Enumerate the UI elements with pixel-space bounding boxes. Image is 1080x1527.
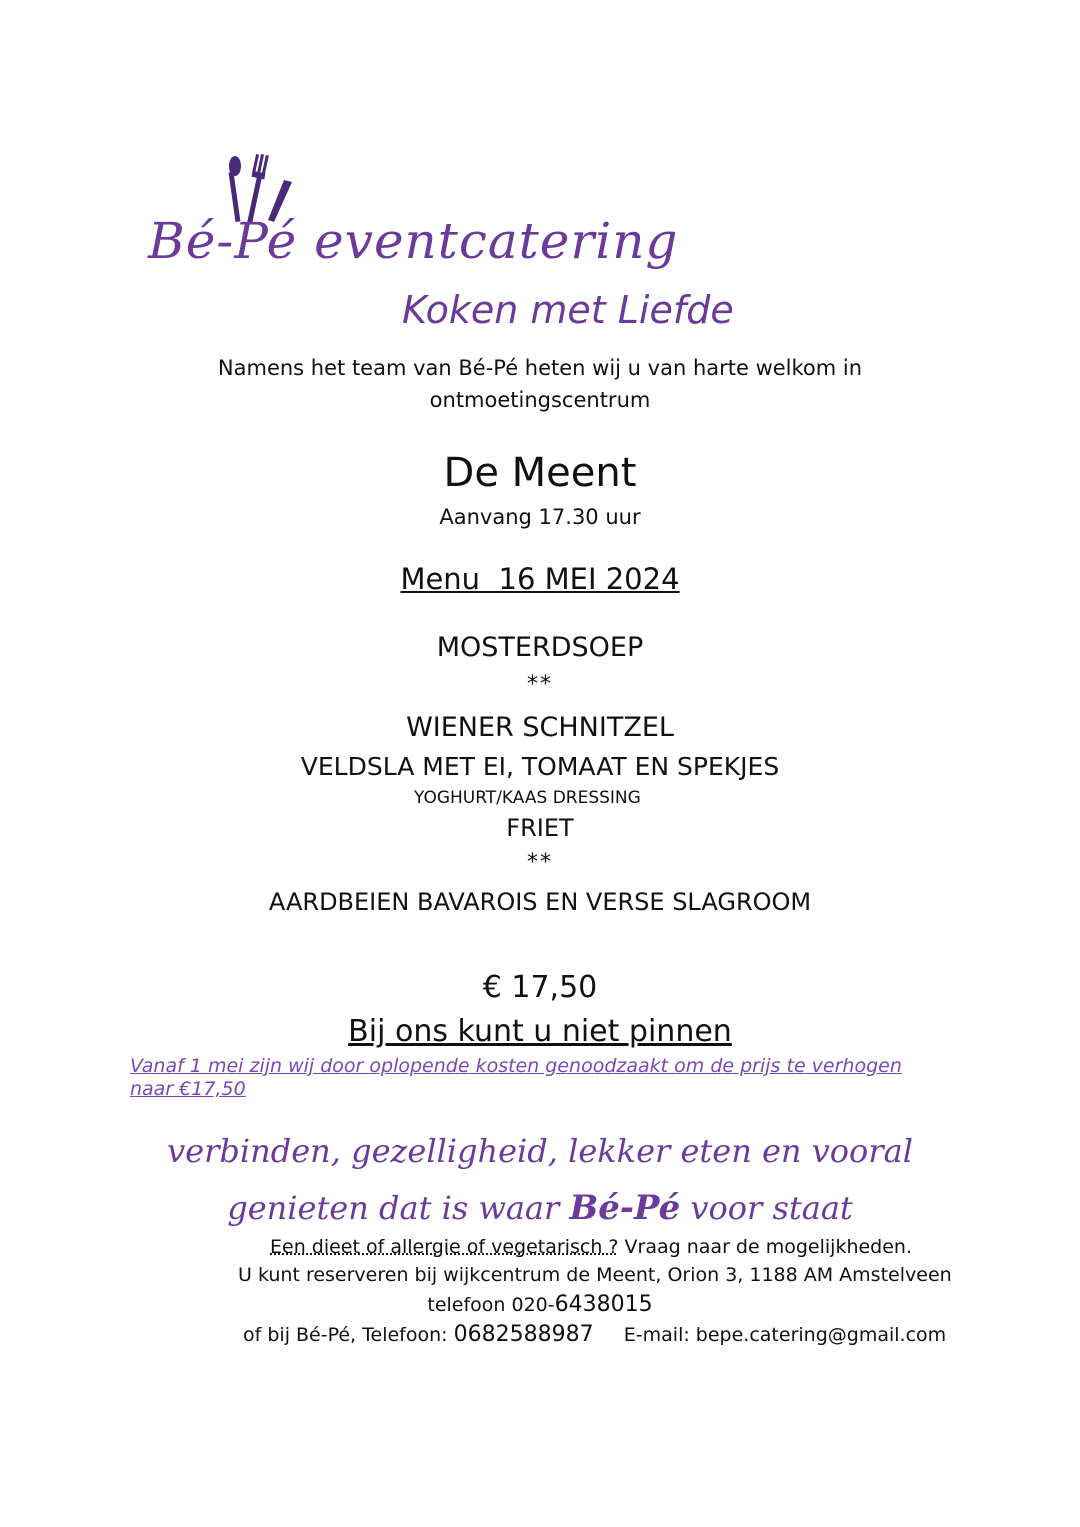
menu-dessert: AARDBEIEN BAVAROIS EN VERSE SLAGROOM <box>268 888 812 916</box>
intro-line-2: ontmoetingscentrum <box>429 388 651 412</box>
slogan-line-2 <box>0 1188 1080 1228</box>
diet-question: Een dieet of allergie of vegetarisch ? <box>270 1236 619 1258</box>
intro-line-1: Namens het team van Bé-Pé heten wij u van harte welkom in <box>217 356 863 380</box>
reservation-info: U kunt reserveren bij wijkcentrum de Meent, Orion 3, 1188 AM Amstelveen <box>238 1264 952 1286</box>
menu-main: WIENER SCHNITZEL <box>406 712 674 743</box>
menu-side: FRIET <box>506 814 574 842</box>
menu-title: Menu 16 MEI 2024 <box>400 562 680 596</box>
contact-label: of bij Bé-Pé, Telefoon: <box>243 1324 454 1346</box>
menu-starter: MOSTERDSOEP <box>436 632 644 663</box>
price-increase-notice: Vanaf 1 mei zijn wij door oplopende kosten genoodzaakt om de prijs te verhogen naar €17,50 <box>130 1055 902 1100</box>
slogan-text: genieten dat is waar <box>227 1189 570 1227</box>
menu-dressing: YOGHURT/KAAS DRESSING <box>414 788 641 808</box>
slogan-text: voor staat <box>680 1189 853 1227</box>
payment-note: Bij ons kunt u niet pinnen <box>348 1014 732 1049</box>
tagline: Koken met Liefde <box>402 288 734 332</box>
contact-phone: 0682588987 <box>453 1322 594 1347</box>
contact-info <box>243 1322 946 1347</box>
slogan-line-1: verbinden, gezelligheid, lekker eten en vooral <box>167 1132 913 1170</box>
contact-email: E-mail: bepe.catering@gmail.com <box>593 1324 947 1346</box>
diet-answer: Vraag naar de mogelijkheden. <box>618 1236 913 1258</box>
slogan-brand: Bé-Pé <box>569 1188 681 1228</box>
brand-name: Bé-Pé eventcatering <box>148 212 679 270</box>
intro-text <box>0 352 1080 416</box>
phone-number: 6438015 <box>554 1292 653 1317</box>
menu-separator: ** <box>527 850 553 875</box>
price: € 17,50 <box>482 970 598 1005</box>
start-time: Aanvang 17.30 uur <box>439 505 641 529</box>
venue-phone <box>0 1292 1080 1317</box>
phone-label: telefoon 020- <box>427 1294 555 1316</box>
venue-name: De Meent <box>443 450 637 496</box>
menu-salad: VELDSLA MET EI, TOMAAT EN SPEKJES <box>300 752 780 781</box>
menu-separator: ** <box>527 672 553 697</box>
diet-note <box>270 1236 912 1258</box>
